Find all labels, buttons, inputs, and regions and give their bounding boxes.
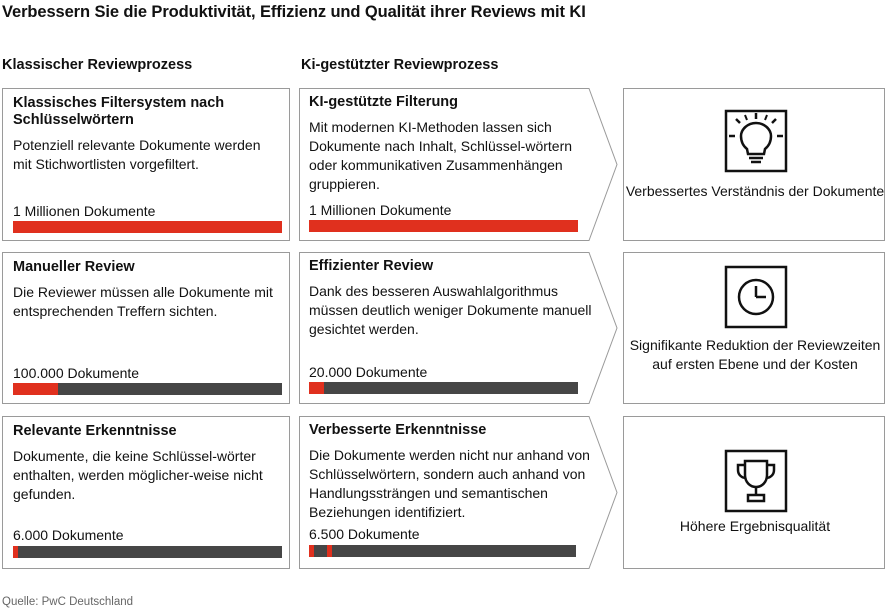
card-title: Effizienter Review — [309, 258, 434, 274]
classic-card-filter — [2, 88, 290, 241]
card-title: Verbesserte Erkenntnisse — [309, 422, 487, 438]
card-body: Potenziell relevante Dokumente werden mit Stichwortlisten vorgefiltert. — [13, 137, 261, 172]
document-count-bar — [309, 382, 578, 394]
card-body: Die Reviewer müssen alle Dokumente mit entsprechenden Treffern sichten. — [13, 284, 273, 319]
document-count-bar-fill-extra — [327, 545, 332, 557]
card-title: KI-gestützte Filterung — [309, 94, 459, 110]
document-count-bar — [13, 546, 282, 558]
document-count-label: 6.500 Dokumente — [309, 526, 420, 542]
document-count-bar-fill — [309, 382, 324, 394]
column-heading-ai: Ki-gestützter Reviewprozess — [301, 57, 499, 73]
column-heading-classic: Klassischer Reviewprozess — [2, 57, 193, 73]
card-title: Relevante Erkenntnisse — [13, 423, 177, 439]
result-card-understanding — [623, 88, 885, 241]
document-count-bar-fill — [13, 546, 18, 558]
classic-card-relevant-insights — [2, 416, 290, 569]
ai-card-filter — [299, 88, 589, 241]
ai-card-efficient-review — [299, 252, 594, 404]
result-text: Verbessertes Verständnis der Dokumente — [625, 183, 885, 199]
card-body: Die Dokumente werden nicht nur anhand von Schlüsselwörtern, sondern auch anhand von Handlungssträngen und semantischen Beziehungen identifiziert. — [309, 447, 590, 520]
result-card-time-reduction — [623, 252, 885, 404]
page-title: Verbessern Sie die Produktivität, Effizienz und Qualität ihrer Reviews mit KI — [2, 3, 586, 21]
document-count-bar-fill — [13, 383, 58, 395]
document-count-bar-fill — [13, 221, 282, 233]
document-count-bar — [13, 383, 282, 395]
card-title: Manueller Review — [13, 259, 135, 275]
result-text: Höhere Ergebnisqualität — [679, 518, 831, 534]
card-title: Klassisches Filtersystem nach Schlüsselwörtern — [13, 95, 225, 128]
card-body: Mit modernen KI-Methoden lassen sich Dokumente nach Inhalt, Schlüssel-wörtern oder kommunikativen Zusammenhängen gruppieren. — [309, 119, 573, 192]
ai-card-improved-insights — [299, 416, 599, 569]
document-count-bar — [13, 221, 282, 233]
document-count-label: 1 Millionen Dokumente — [13, 203, 156, 219]
card-body: Dank des besseren Auswahlalgorithmus müssen deutlich weniger Dokumente manuell gesichtet werden. — [309, 283, 592, 337]
document-count-label: 1 Millionen Dokumente — [309, 202, 452, 218]
document-count-bar — [309, 220, 578, 232]
source-note: Quelle: PwC Deutschland — [2, 596, 134, 608]
clock-icon — [724, 265, 788, 329]
document-count-label: 20.000 Dokumente — [309, 364, 428, 380]
document-count-label: 100.000 Dokumente — [13, 365, 140, 381]
result-text: Signifikante Reduktion der Reviewzeiten auf ersten Ebene und der Kosten — [629, 337, 881, 372]
document-count-bar-fill — [309, 545, 314, 557]
trophy-icon — [724, 449, 788, 513]
card-body: Dokumente, die keine Schlüssel-wörter enthalten, werden möglicher-weise nicht gefunden. — [13, 448, 263, 502]
result-card-quality — [623, 416, 885, 569]
document-count-label: 6.000 Dokumente — [13, 527, 124, 543]
document-count-bar — [309, 545, 576, 557]
classic-card-manual-review — [2, 252, 290, 404]
lightbulb-icon — [724, 109, 788, 173]
document-count-bar-fill — [309, 220, 578, 232]
